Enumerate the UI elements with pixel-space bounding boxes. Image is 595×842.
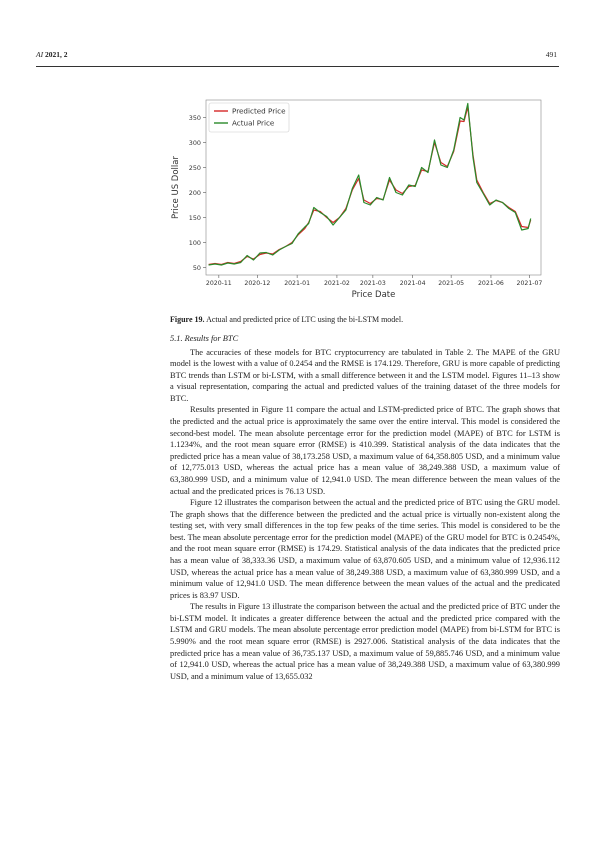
y-tick-label: 350 (188, 113, 201, 122)
journal-citation (36, 50, 67, 59)
y-tick-label: 100 (188, 238, 201, 247)
figure-label: Figure 19. (170, 315, 205, 324)
body-text (170, 333, 560, 682)
page-number: 491 (545, 50, 557, 59)
figure-chart (166, 98, 546, 308)
x-tick-label: 2021-06 (478, 280, 504, 287)
x-tick-label: 2021-07 (516, 280, 543, 287)
paragraph: The accuracies of these models for BTC cryptocurrency are tabulated in Table 2. The MAPE of the GRU model is the lowest with a value of 0.2454 and the RMSE is 174.129. Therefore, GRU is more capable of predicting BTC trends than LSTM or bi-LSTM, with a small difference between it and the LSTM model. Figures 11–13 show a visual representation, comparing the actual and predicted values of the training dataset of the three models for BTC. (170, 347, 560, 403)
x-tick-label: 2021-03 (359, 280, 386, 287)
x-tick-label: 2021-02 (323, 280, 350, 287)
section-heading (170, 333, 560, 345)
x-tick-label: 2021-01 (284, 280, 311, 287)
x-tick-label: 2020-11 (205, 280, 232, 287)
section-title: Results for BTC (184, 334, 239, 343)
y-tick-label: 150 (188, 213, 201, 222)
legend-label: Actual Price (232, 118, 275, 128)
x-tick-label: 2021-04 (399, 280, 426, 287)
paragraph: The results in Figure 13 illustrate the comparison between the actual and the predicted price of BTC under the bi-LSTM model. It indicates a greater difference between the actual and the predicted price compared with the LSTM and GRU models. The mean absolute percentage error prediction model (MAPE) from bi-LSTM for BTC is 5.990% and the root mean square error (RMSE) is 2927.006. Statistical analysis of the data indicates that the predicted price has a mean value of 36,735.137 USD, a maximum value of 59,885.746 USD, and a minimum value of 12,941.0 USD, whereas the actual price has a mean value of 38,249.388 USD, a maximum value of 63,380.999 USD, and a minimum value of 13,655.032 (170, 602, 560, 681)
y-axis-label: Price US Dollar (171, 156, 181, 219)
y-tick-label: 50 (192, 263, 201, 272)
paragraph: Results presented in Figure 11 compare the actual and LSTM-predicted price of BTC. The graph shows that the predicted and the actual price is approximately the same over the entire interval. This model is considered the second-best model. The mean absolute percentage error for the prediction model (MAPE) of BTC for LSTM is 1.1234%, and the root mean square error (RMSE) is 410.399. Statistical analysis of the data indicates that the predicted price has a mean value of 38,173.258 USD, a maximum value of 64,358.805 USD, and a minimum value of 12,775.013 USD, whereas the actual price has a mean value of 38,249.388 USD, a maximum value of 63,380.999 USD, and a minimum value of 12,941.0 USD. The mean difference between the mean values of the actual and the predicated prices is 76.13 USD. (170, 405, 560, 496)
y-tick-label: 200 (188, 188, 201, 197)
x-axis-label: Price Date (351, 290, 396, 300)
line-chart (166, 98, 546, 308)
y-tick-label: 250 (188, 163, 201, 172)
x-tick-label: 2020-12 (244, 280, 271, 287)
paragraph: Figure 12 illustrates the comparison between the actual and the predicted price of BTC using the GRU model. The graph shows that the difference between the predicted and the actual price is virtually non-existent along the testing set, with very small differences in the top few peaks of the time series. This model is considered to be the best. The mean absolute percentage error for the prediction model (MAPE) of the GRU model for BTC is 0.2454%, and the root mean square error (RMSE) is 174.29. Statistical analysis of the data indicates that the predicted price has a mean value of 38,333.36 USD, a maximum value of 63,870.605 USD, and a minimum value of 12,936.112 USD, whereas the actual price has a mean value of 38,249.388 USD, a maximum value of 63,380.999 USD, and a minimum value of 12,941.0 USD. The mean difference between the mean values of the actual and the predicated prices is 83.97 USD. (170, 498, 560, 600)
y-tick-label: 300 (188, 138, 201, 147)
journal-name: AI (36, 50, 44, 59)
figure-caption-text: Actual and predicted price of LTC using the bi-LSTM model. (206, 315, 404, 324)
legend-label: Predicted Price (232, 106, 286, 116)
figure-caption (170, 314, 560, 325)
x-tick-label: 2021-05 (438, 280, 465, 287)
page-header (0, 50, 595, 66)
header-rule (36, 66, 559, 67)
section-number: 5.1. (170, 334, 183, 343)
journal-year-volume: 2021, 2 (44, 50, 68, 59)
